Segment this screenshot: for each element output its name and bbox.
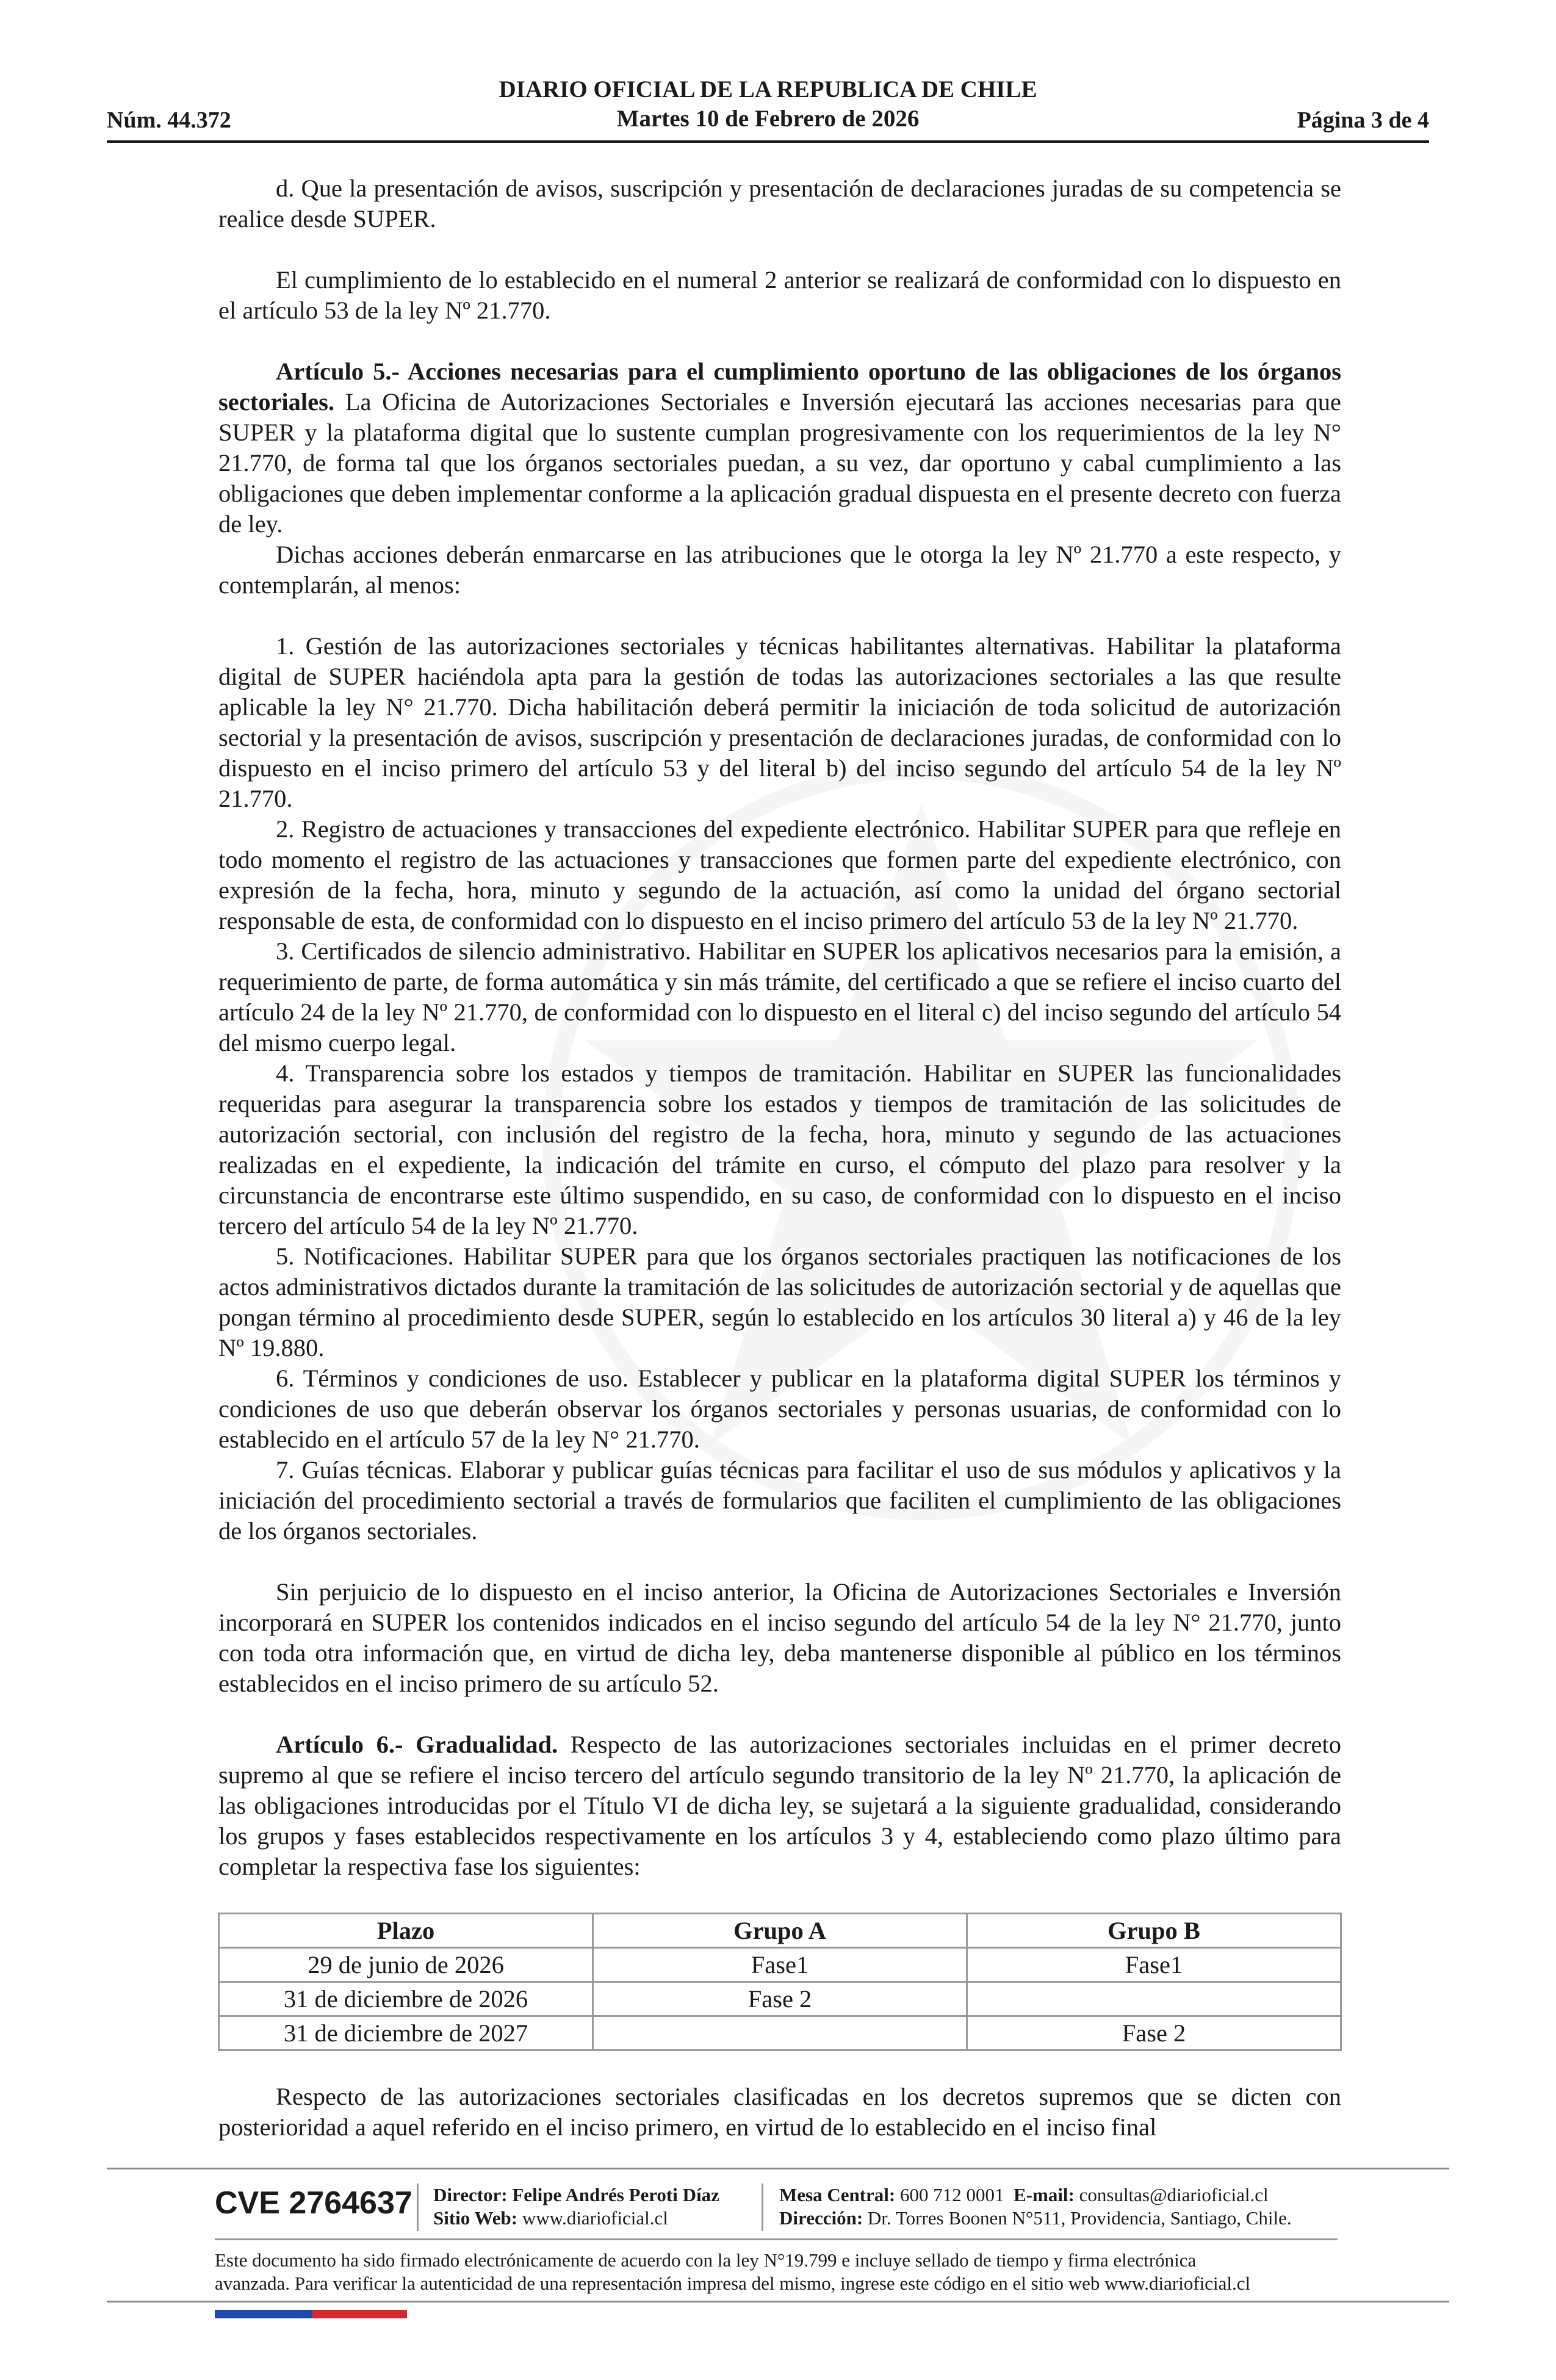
website-line <box>433 2207 719 2230</box>
article-6-text: Respecto de las autorizaciones sectoriales incluidas en el primer decreto supremo al que se refiere el inciso tercero del artículo segundo transitorio de la ley Nº 21.770, la aplicación de las obligaciones introducidas por el Título VI de dicha ley, se sujetará a la siguiente gradualidad, considerando los grupos y fases establecidos respectivamente en los artículos 3 y 4, estableciendo como plazo último para completar la respectiva fase los siguientes: <box>218 1731 1342 1880</box>
website-label: Sitio Web: <box>433 2207 518 2229</box>
table-header-row <box>219 1914 1341 1948</box>
paragraph-dichas: Dichas acciones deberán enmarcarse en las atribuciones que le otorga la ley Nº 21.770 a este respecto, y contemplarán, al menos: <box>218 541 1341 599</box>
table-row <box>219 2016 1341 2050</box>
footer-divider-top <box>107 2168 1449 2169</box>
column-header-grupo-a: Grupo A <box>593 1914 967 1948</box>
page-header <box>107 75 1429 145</box>
table-cell: Fase 2 <box>593 1982 967 2016</box>
list-item-1: 1. Gestión de las autorizaciones sectoriales y técnicas habilitantes alternativas. Habilitar la plataforma digital de SUPER haciéndola apta para la gestión de todas las autorizaciones sectoriales a las que resulte aplicable la ley N° 21.770. Dicha habilitación deberá permitir la iniciación de toda solicitud de autorización sectorial y la presentación de avisos, suscripción y presentación de declaraciones juradas, de conformidad con lo dispuesto en el inciso primero del artículo 53 y del literal b) del inciso segundo del artículo 54 de la ley Nº 21.770. <box>218 632 1341 812</box>
footer-divider-bottom <box>107 2301 1449 2302</box>
flag-stripe-blue <box>215 2310 312 2318</box>
address-line <box>779 2207 1292 2230</box>
email-label: E-mail: <box>1014 2184 1075 2205</box>
paragraph-sin-perjuicio: Sin perjuicio de lo dispuesto en el inciso anterior, la Oficina de Autorizaciones Sectoriales e Inversión incorporará en SUPER los contenidos indicados en el inciso segundo del artículo 54 de la ley N° 21.770, junto con toda otra información que, en virtud de dicha ley, deba mantenerse disponible al público en los términos establecidos en el inciso primero de su artículo 52. <box>218 1578 1341 1697</box>
list-item-3: 3. Certificados de silencio administrativo. Habilitar en SUPER los aplicativos necesarios para la emisión, a requerimiento de parte, de forma automática y sin más trámite, del certificado a que se refiere el inciso cuarto del artículo 24 de la ley Nº 21.770, de conformidad con lo dispuesto en el literal c) del inciso segundo del artículo 54 del mismo cuerpo legal. <box>218 937 1341 1056</box>
header-title-block <box>107 75 1429 134</box>
footer-separator <box>762 2183 763 2231</box>
flag-stripe-red <box>312 2310 407 2318</box>
mesa-central-line <box>779 2183 1292 2207</box>
paragraph-cumplimiento: El cumplimiento de lo establecido en el numeral 2 anterior se realizará de conformidad con lo dispuesto en el artículo 53 de la ley Nº 21.770. <box>218 266 1341 324</box>
list-item-5: 5. Notificaciones. Habilitar SUPER para que los órganos sectoriales practiquen las notificaciones de los actos administrativos dictados durante la tramitación de las solicitudes de autorización sectorial y de aquellas que pongan término al procedimiento desde SUPER, según lo establecido en los artículos 30 literal a) y 46 de la ley Nº 19.880. <box>218 1242 1341 1361</box>
document-body <box>218 173 1341 2143</box>
column-header-grupo-b: Grupo B <box>967 1914 1341 1948</box>
table-cell: Fase 2 <box>967 2016 1341 2050</box>
gradualidad-table <box>218 1913 1342 2051</box>
issue-date: Martes 10 de Febrero de 2026 <box>616 106 920 132</box>
paragraph-d: d. Que la presentación de avisos, suscripción y presentación de declaraciones juradas de su competencia se realice desde SUPER. <box>218 175 1341 233</box>
table-cell <box>967 1982 1341 2016</box>
table-cell: Fase1 <box>593 1948 967 1982</box>
header-divider <box>107 140 1429 143</box>
director-name: Felipe Andrés Peroti Díaz <box>512 2184 719 2205</box>
legal-notice-line-2: avanzada. Para verificar la autenticidad de una representación impresa del mismo, ingrese este código en el sitio web www.diarioficial.cl <box>215 2273 1251 2294</box>
article-5-text: La Oficina de Autorizaciones Sectoriales e Inversión ejecutará las acciones necesarias para que SUPER y la plataforma digital que lo sustente cumplan progresivamente con los requerimientos de la ley N° 21.770, de forma tal que los órganos sectoriales puedan, a su vez, dar oportuno y cabal cumplimiento a las obligaciones que deben implementar conforme a la aplicación gradual dispuesta en el presente decreto con fuerza de ley. <box>218 388 1341 538</box>
list-item-2: 2. Registro de actuaciones y transacciones del expediente electrónico. Habilitar SUPER para que refleje en todo momento el registro de las actuaciones y transacciones que formen parte del expediente electrónico, con expresión de la fecha, hora, minuto y segundo de la actuación, así como la unidad del órgano sectorial responsable de esta, de conformidad con lo dispuesto en el inciso primero del artículo 53 de la ley Nº 21.770. <box>218 815 1341 934</box>
list-item-7: 7. Guías técnicas. Elaborar y publicar guías técnicas para facilitar el uso de sus módulos y aplicativos y la iniciación del procedimiento sectorial a través de formularios que faciliten el cumplimiento de las obligaciones de los órganos sectoriales. <box>218 1456 1341 1545</box>
table-row <box>219 1982 1341 2016</box>
director-line <box>433 2183 719 2207</box>
list-item-6: 6. Términos y condiciones de uso. Establecer y publicar en la plataforma digital SUPER los términos y condiciones de uso que deberán observar los órganos sectoriales y personas usuarias, de conformidad con lo establecido en el artículo 57 de la ley N° 21.770. <box>218 1365 1341 1453</box>
legal-notice-line-1: Este documento ha sido firmado electrónicamente de acuerdo con la ley N°19.799 e incluye sellado de tiempo y firma electrónica <box>215 2249 1197 2271</box>
table-cell: 31 de diciembre de 2027 <box>219 2016 593 2050</box>
table-row <box>219 1948 1341 1982</box>
issue-number: Núm. 44.372 <box>107 107 231 133</box>
website-link[interactable]: www.diarioficial.cl <box>522 2207 668 2229</box>
cve-code: CVE 2764637 <box>215 2185 412 2221</box>
list-item-4: 4. Transparencia sobre los estados y tiempos de tramitación. Habilitar en SUPER las funcionalidades requeridas para asegurar la transparencia sobre los estados y tiempos de tramitación de las solicitudes de autorización sectorial, con inclusión del registro de la fecha, hora, minuto y segundo de las actuaciones realizadas en el expediente, la indicación del trámite en curso, el cómputo del plazo para resolver y la circunstancia de encontrarse este último suspendido, en su caso, de conformidad con lo dispuesto en el inciso tercero del artículo 54 de la ley Nº 21.770. <box>218 1059 1341 1239</box>
table-cell <box>593 2016 967 2050</box>
footer-director-block <box>433 2183 719 2230</box>
email-link[interactable]: consultas@diarioficial.cl <box>1079 2184 1269 2205</box>
footer-separator <box>417 2183 419 2231</box>
table-cell: 31 de diciembre de 2026 <box>219 1982 593 2016</box>
paragraph-final: Respecto de las autorizaciones sectoriales clasificadas en los decretos supremos que se dicten con posterioridad a aquel referido en el inciso primero, en virtud de lo establecido en el inciso final <box>218 2083 1341 2141</box>
table-cell: Fase1 <box>967 1948 1341 1982</box>
footer-contact-block <box>779 2183 1292 2230</box>
address-label: Dirección: <box>779 2207 863 2229</box>
article-5 <box>218 356 1341 539</box>
article-5-title: Artículo 5.- Acciones necesarias para el cumplimiento oportuno de las obligaciones de los órganos sectoriales. <box>218 358 1341 416</box>
address-value: Dr. Torres Boonen N°511, Providencia, Santiago, Chile. <box>867 2207 1292 2229</box>
mesa-value: 600 712 0001 <box>900 2184 1004 2205</box>
column-header-plazo: Plazo <box>219 1914 593 1948</box>
article-6 <box>218 1729 1341 1882</box>
mesa-label: Mesa Central: <box>779 2184 896 2205</box>
newspaper-title: DIARIO OFICIAL DE LA REPUBLICA DE CHILE <box>499 76 1037 103</box>
legal-notice <box>215 2249 1362 2295</box>
article-6-title: Artículo 6.- Gradualidad. <box>276 1731 558 1758</box>
page-indicator: Página 3 de 4 <box>1297 107 1429 133</box>
table-cell: 29 de junio de 2026 <box>219 1948 593 1982</box>
footer-divider-middle <box>215 2238 1338 2240</box>
director-label: Director: <box>433 2184 508 2205</box>
